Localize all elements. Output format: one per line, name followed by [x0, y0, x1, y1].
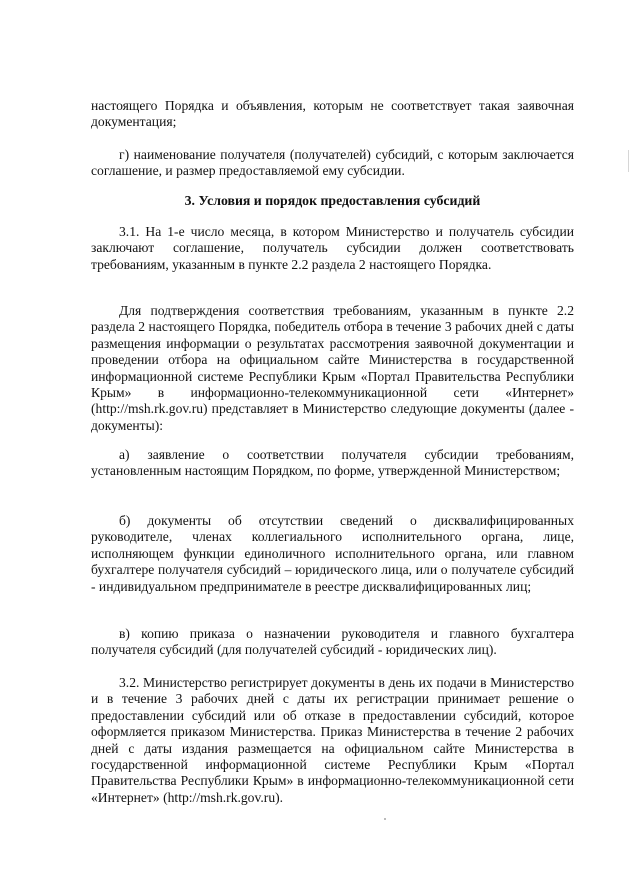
paragraph-item-b: б) документы об отсутствии сведений о дисквалифицированных руководителе, членах коллегиального исполнительного органа, лице, исполняющем функции единоличного исполнительного органа, или главном бухгалтере получателя субсидий – юридического лица, или о получателе субсидий - индивидуальном предпринимателе в реестре дисквалифицированных лиц;: [91, 513, 574, 594]
paragraph-item-v: в) копию приказа о назначении руководителя и главного бухгалтера получателя субсидий (для получателей субсидий - юридических лиц).: [91, 626, 574, 658]
paragraph-documents-intro: Для подтверждения соответствия требованиям, указанным в пункте 2.2 раздела 2 настоящего Порядка, победитель отбора в течение 3 рабочих дней с даты размещения информации о результатах рассмотрения заявочной документации и проведении отбора на официальном сайте Министерства в государственной информационной системе Республики Крым «Портал Правительства Республики Крым» в информационно-телекоммуникационной сети «Интернет» (http://msh.rk.gov.ru) представляет в Министерство следующие документы (далее - документы):: [91, 303, 574, 433]
paragraph-3-2: 3.2. Министерство регистрирует документы в день их подачи в Министерство и в течение 3 рабочих дней с даты их регистрации принимает решение о предоставлении субсидий или об отказе в предоставлении субсидий, которое оформляется приказом Министерства. Приказ Министерства в течение 2 рабочих дней с даты издания размещается на официальном сайте Министерства в государственной информационной системе Республики Крым «Портал Правительства Республики Крым» в информационно-телекоммуникационной сети «Интернет» (http://msh.rk.gov.ru).: [91, 675, 574, 805]
paragraph-3-1: 3.1. На 1-е число месяца, в котором Министерство и получатель субсидии заключают соглашение, получатель субсидии должен соответствовать требованиям, указанным в пункте 2.2 раздела 2 настоящего Порядка.: [91, 224, 574, 272]
paragraph-item-a: а) заявление о соответствии получателя субсидии требованиям, установленным настоящим Порядком, по форме, утвержденной Министерством;: [91, 447, 574, 479]
paragraph-item-g: г) наименование получателя (получателей) субсидий, с которым заключается соглашение, и размер предоставляемой ему субсидии.: [91, 147, 574, 179]
scan-mark: [628, 150, 629, 172]
section-heading: 3. Условия и порядок предоставления субсидий: [184, 193, 481, 208]
paragraph-continuation: настоящего Порядка и объявления, которым не соответствует такая заявочная документация;: [91, 98, 574, 130]
scan-speck: [384, 818, 386, 820]
